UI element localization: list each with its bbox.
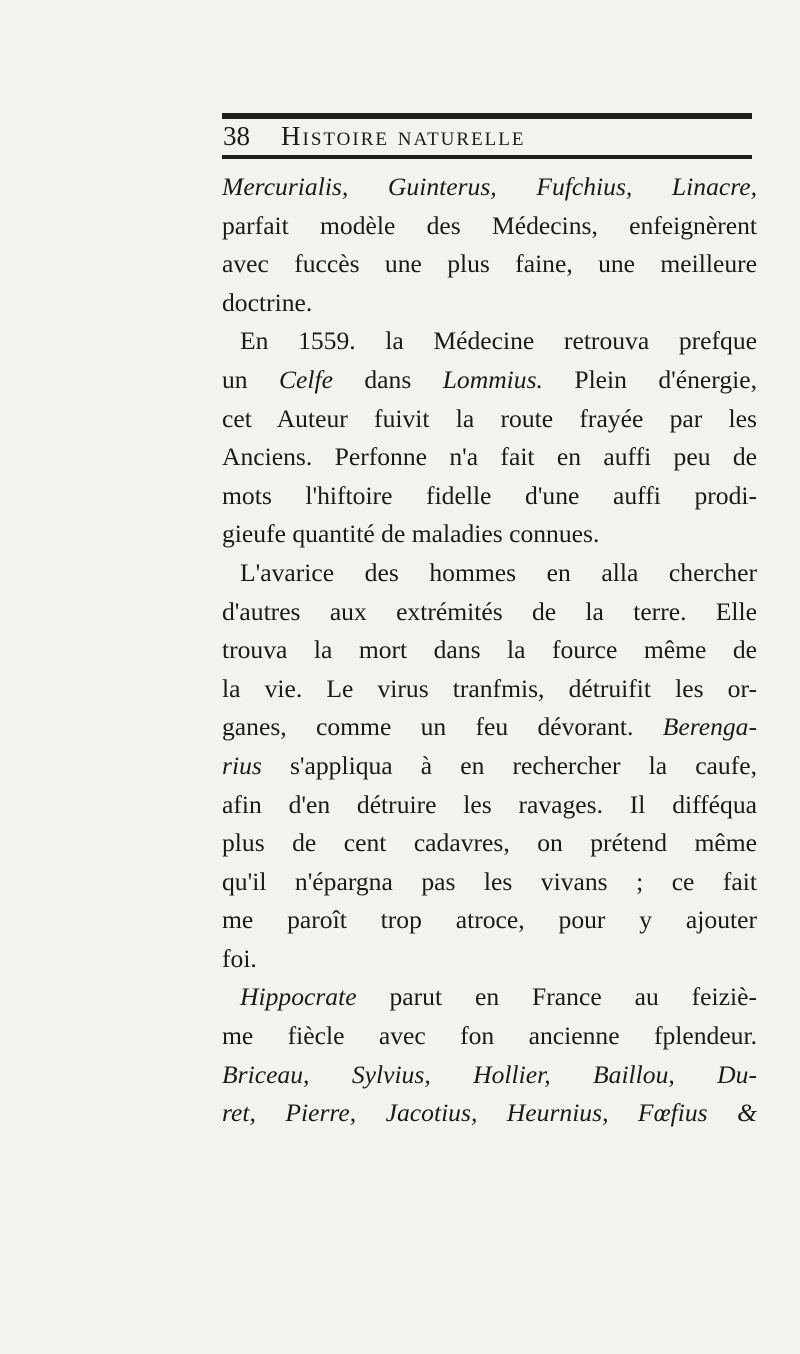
text-run: plus de cent cadavres, on prétend même (222, 828, 757, 858)
text-line (222, 940, 757, 979)
text-line (222, 515, 757, 554)
text-run: parut en France au feiziè- (356, 982, 757, 1012)
text-line (222, 245, 757, 284)
text-line (222, 708, 757, 747)
text-line (222, 322, 757, 361)
running-header (223, 118, 753, 154)
text-run: cet Auteur fuivit la route frayée par les (222, 403, 757, 433)
text-line (222, 747, 757, 786)
text-run: foi. (222, 943, 257, 973)
text-run: ganes, comme un feu dévorant. (222, 712, 663, 742)
text-line (222, 1056, 757, 1095)
text-line (222, 901, 757, 940)
italic-text: Hippocrate (240, 982, 357, 1012)
text-run: gieufe quantité de maladies connues. (222, 519, 600, 549)
text-run: avec fuccès une plus faine, une meilleure (222, 249, 757, 279)
italic-text: Briceau, Sylvius, Hollier, Baillou, Du- (222, 1059, 757, 1089)
italic-text: Mercurialis, Guinterus, Fufchius, Linacre, (222, 172, 757, 201)
text-run: doctrine. (222, 287, 313, 317)
text-run: Anciens. Perfonne n'a fait en auffi peu de (222, 442, 757, 472)
header-rule-bottom (222, 155, 752, 159)
text-line (222, 554, 757, 593)
running-title: Histoire naturelle (281, 121, 526, 151)
text-run: me paroît trop atroce, pour y ajouter (222, 905, 757, 935)
text-line (222, 284, 757, 323)
italic-text: Berenga- (662, 712, 757, 742)
text-run: L'avarice des hommes en alla chercher (240, 557, 757, 587)
text-line (222, 824, 757, 863)
text-line (222, 670, 757, 709)
text-run: En 1559. la Médecine retrouva prefque (240, 326, 757, 356)
italic-text: rius (222, 750, 262, 780)
text-run: un (222, 364, 279, 394)
text-line (222, 361, 757, 400)
text-line (222, 593, 757, 632)
text-line (222, 631, 757, 670)
text-line (222, 1017, 757, 1056)
text-line (222, 978, 757, 1017)
text-line (222, 863, 757, 902)
text-line (222, 438, 757, 477)
text-run: Plein d'énergie, (542, 364, 757, 394)
text-run: d'autres aux extrémités de la terre. Elle (222, 596, 757, 626)
text-run: mots l'hiftoire fidelle d'une auffi prodi- (222, 480, 757, 510)
body-text (222, 168, 757, 1133)
text-line (222, 168, 757, 207)
text-run: afin d'en détruire les ravages. Il difféqua (222, 789, 757, 819)
text-line (222, 400, 757, 439)
text-run: me fiècle avec fon ancienne fplendeur. (222, 1021, 757, 1051)
text-run: qu'il n'épargna pas les vivans ; ce fait (222, 866, 757, 896)
text-line (222, 207, 757, 246)
text-line (222, 786, 757, 825)
text-line (222, 1094, 757, 1133)
italic-text: Lommius. (442, 364, 543, 394)
text-run: dans (333, 364, 443, 394)
italic-text: Celfe (278, 364, 333, 394)
text-run: trouva la mort dans la fource même de (222, 635, 757, 665)
text-run: s'appliqua à en rechercher la caufe, (261, 750, 757, 780)
text-run: la vie. Le virus tranfmis, détruifit les or- (222, 673, 757, 703)
text-run: parfait modèle des Médecins, enfeignèrent (222, 210, 757, 240)
page-number: 38 (223, 121, 250, 151)
text-line (222, 477, 757, 516)
italic-text: ret, Pierre, Jacotius, Heurnius, Fœfius & (222, 1098, 757, 1128)
